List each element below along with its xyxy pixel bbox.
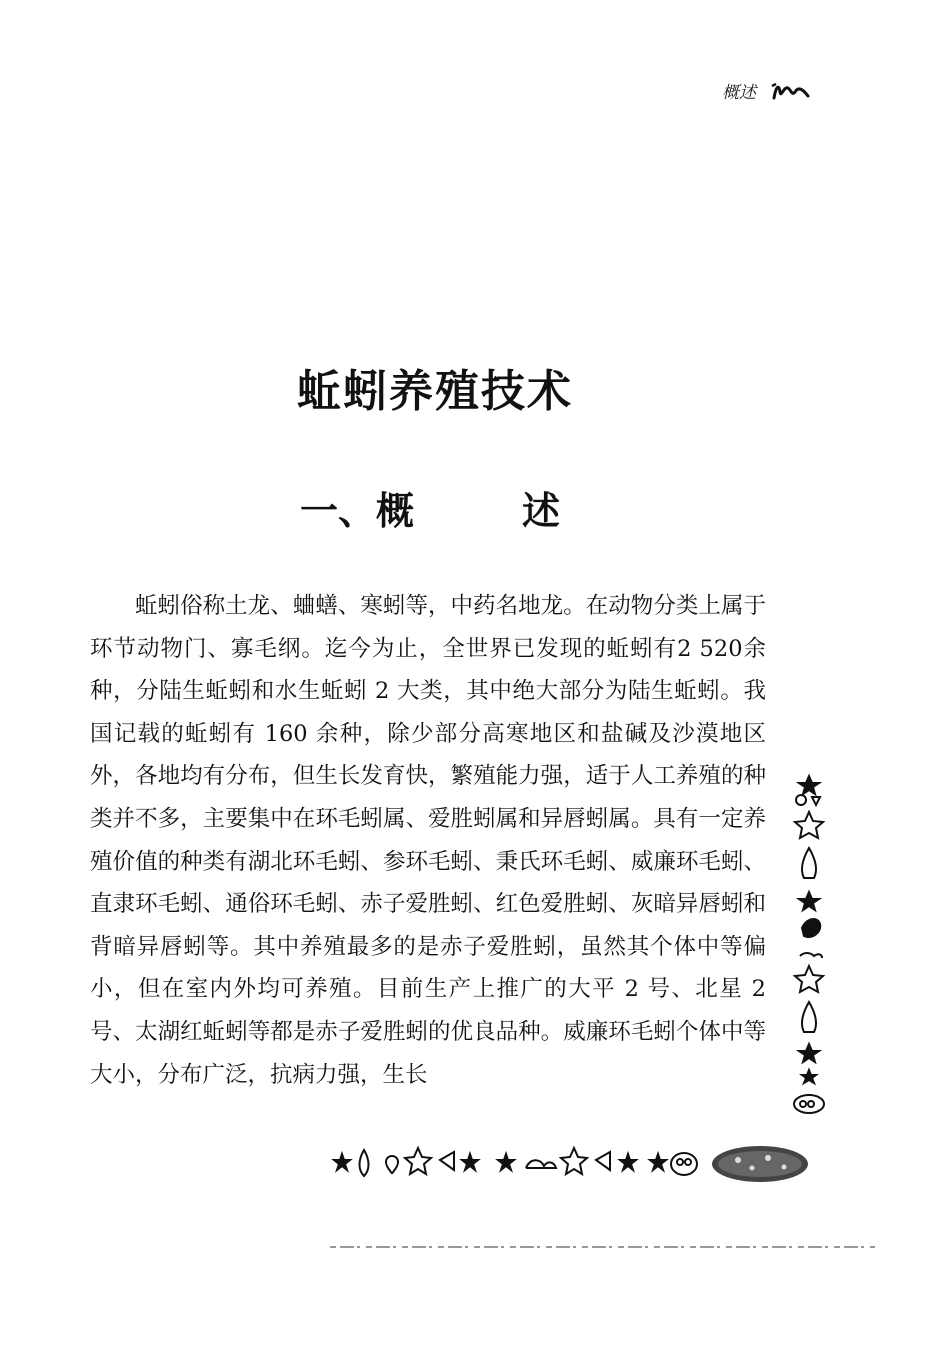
side-decoration-icon	[788, 770, 830, 1140]
header-ornament-icon	[770, 80, 810, 102]
body-paragraph: 蚯蚓俗称土龙、蛐蟮、寒蚓等，中药名地龙。在动物分类上属于环节动物门、寡毛纲。迄今为止，全世界已发现的蚯蚓有2 520余种，分陆生蚯蚓和水生蚯蚓 2 大类，其中绝大部分为陆生蚯蚓。我国记载的蚯蚓有 160 余种，除少部分高寒地区和盐碱及沙漠地区外，各地均有分布，但生长发育快，繁殖能力强，适于人工养殖的种类并不多，主要集中在环毛蚓属、爱胜蚓属和异唇蚓属。具有一定养殖价值的种类有湖北环毛蚓、参环毛蚓、秉氏环毛蚓、威廉环毛蚓、直隶环毛蚓、通俗环毛蚓、赤子爱胜蚓、红色爱胜蚓、灰暗异唇蚓和背暗异唇蚓等。其中养殖最多的是赤子爱胜蚓，虽然其个体中等偏小，但在室内外均可养殖。目前生产上推广的大平 2 号、北星 2 号、太湖红蚯蚓等都是赤子爱胜蚓的优良品种。威廉环毛蚓个体中等大小，分布广泛，抗病力强，生长	[90, 593, 766, 1088]
section-heading-end: 述	[522, 489, 561, 533]
running-header	[722, 78, 810, 103]
page-title: 蚯蚓养殖技术	[297, 366, 573, 417]
running-header-label: 概述	[722, 83, 756, 102]
section-heading-number: 一、概	[300, 489, 415, 533]
footer-rule	[330, 1244, 875, 1250]
footer-decoration-icon	[328, 1140, 818, 1188]
